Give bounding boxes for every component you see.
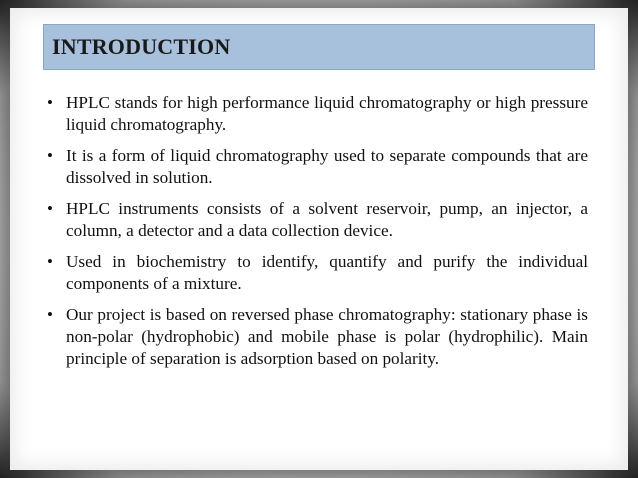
bullet-text: Used in biochemistry to identify, quantify and purify the individual components of a mixture.: [66, 252, 588, 293]
bullet-icon: •: [47, 146, 53, 165]
bullet-icon: •: [47, 93, 53, 112]
slide-title: INTRODUCTION: [52, 34, 231, 59]
bullet-icon: •: [47, 199, 53, 218]
bullet-item: [26, 92, 588, 136]
bullet-icon: •: [47, 305, 53, 324]
bullet-item: [26, 251, 588, 295]
bullet-item: [26, 304, 588, 370]
bullet-text: It is a form of liquid chromatography used to separate compounds that are dissolved in solution.: [66, 146, 588, 187]
bullet-text: HPLC stands for high performance liquid chromatography or high pressure liquid chromatography.: [66, 93, 588, 134]
bullet-item: [26, 198, 588, 242]
bullet-text: HPLC instruments consists of a solvent reservoir, pump, an injector, a column, a detector and a data collection device.: [66, 199, 588, 240]
bullet-icon: •: [47, 252, 53, 271]
bullet-item: [26, 145, 588, 189]
slide: [10, 8, 628, 470]
bullet-text: Our project is based on reversed phase chromatography: stationary phase is non-polar (hydrophobic) and mobile phase is polar (hydrophilic). Main principle of separation is adsorption based on polarity.: [66, 305, 588, 368]
bullet-list: [26, 92, 588, 379]
title-bar: [43, 24, 595, 70]
